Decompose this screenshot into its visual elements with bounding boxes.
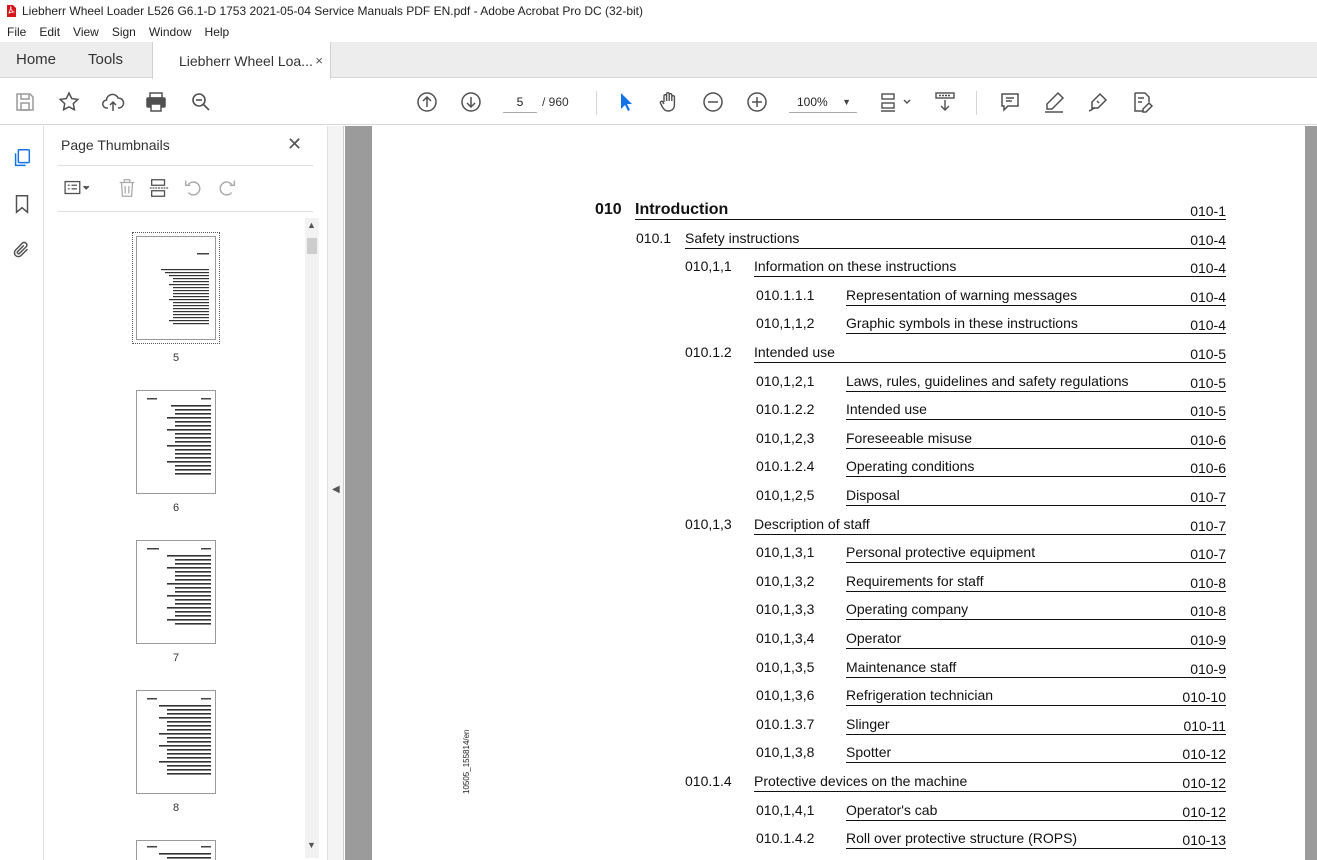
toc-entry-number: 010,1,2,5 bbox=[756, 487, 815, 503]
toc-entry-title: Requirements for staff bbox=[846, 573, 984, 589]
toc-entry-page: 010-5 bbox=[1190, 403, 1226, 419]
toc-entry-page: 010-6 bbox=[1190, 460, 1226, 476]
toc-entry[interactable] bbox=[756, 656, 1226, 678]
toc-entry[interactable] bbox=[685, 341, 1226, 363]
page-thumbnail-5[interactable] bbox=[136, 236, 216, 340]
toc-entry-number: 010.1.2 bbox=[685, 344, 732, 360]
menu-sign[interactable]: Sign bbox=[111, 25, 136, 39]
toc-entry-number: 010.1.2.2 bbox=[756, 401, 815, 417]
toc-entry-rule bbox=[846, 305, 1226, 306]
toc-entry-rule bbox=[846, 705, 1226, 706]
toc-entry-rule bbox=[846, 820, 1226, 821]
document-view[interactable] bbox=[345, 126, 1317, 860]
document-scrollbar[interactable] bbox=[1305, 126, 1317, 860]
toc-entry-title: Operator bbox=[846, 630, 902, 646]
toc-entry-page: 010-9 bbox=[1190, 632, 1226, 648]
panel-close-icon[interactable]: ✕ bbox=[287, 134, 303, 154]
toc-entry-number: 010.1.3.7 bbox=[756, 716, 815, 732]
toc-entry-number: 010,1,3 bbox=[685, 516, 732, 532]
toc-entry-rule bbox=[846, 419, 1226, 420]
toc-entry-title: Introduction bbox=[635, 201, 729, 218]
toc-entry-title: Intended use bbox=[846, 401, 927, 417]
left-navigation-rail bbox=[0, 126, 44, 860]
toc-entry[interactable] bbox=[595, 198, 1226, 220]
toc-entry-rule bbox=[754, 276, 1226, 277]
main-toolbar bbox=[0, 79, 1317, 125]
toc-entry-title: Laws, rules, guidelines and safety regulations bbox=[846, 373, 1129, 389]
delete-page-icon[interactable] bbox=[115, 176, 139, 200]
panel-divider bbox=[58, 165, 313, 166]
toc-entry-page: 010-13 bbox=[1182, 832, 1226, 848]
collapse-panel-icon[interactable]: ◀ bbox=[332, 484, 340, 495]
toc-entry-number: 010,1,2,1 bbox=[756, 373, 815, 389]
tab-bar bbox=[0, 42, 1317, 78]
toc-entry-page: 010-1 bbox=[1190, 203, 1226, 219]
page-thumbnails-panel bbox=[44, 126, 328, 860]
tab-document[interactable] bbox=[152, 42, 331, 79]
tab-document-label: Liebherr Wheel Loa... bbox=[179, 52, 313, 69]
thumbnail-page-number: 6 bbox=[172, 502, 180, 514]
toc-entry-rule bbox=[846, 476, 1226, 477]
toc-entry-title: Safety instructions bbox=[685, 230, 800, 246]
toc-entry-title: Operator's cab bbox=[846, 802, 938, 818]
toc-entry-rule bbox=[754, 534, 1226, 535]
panel-divider bbox=[58, 211, 313, 212]
toc-entry[interactable] bbox=[756, 455, 1226, 477]
toc-entry-page: 010-10 bbox=[1182, 689, 1226, 705]
toc-entry-page: 010-4 bbox=[1190, 260, 1226, 276]
toc-entry[interactable] bbox=[685, 513, 1226, 535]
toc-entry-rule bbox=[846, 562, 1226, 563]
toc-entry-number: 010,1,3,6 bbox=[756, 687, 815, 703]
toc-entry[interactable] bbox=[756, 284, 1226, 306]
save-icon[interactable] bbox=[12, 89, 38, 115]
toc-entry-rule bbox=[846, 619, 1226, 620]
toc-entry-title: Spotter bbox=[846, 744, 892, 760]
previous-page-icon[interactable] bbox=[414, 89, 440, 115]
toolbar-divider bbox=[976, 91, 977, 115]
acrobat-pdf-icon bbox=[6, 5, 16, 17]
toc-entry-number: 010,1,4,1 bbox=[756, 802, 815, 818]
toc-entry-rule bbox=[846, 848, 1226, 849]
rotate-ccw-icon[interactable] bbox=[181, 176, 205, 200]
toc-entry-number: 010.1.4 bbox=[685, 773, 732, 789]
rotate-cw-icon[interactable] bbox=[215, 176, 239, 200]
page-thumbnail-9[interactable] bbox=[136, 840, 216, 860]
toc-entry-title: Foreseeable misuse bbox=[846, 430, 973, 446]
page-number-input[interactable]: 5 bbox=[503, 91, 537, 113]
toc-entry-title: Slinger bbox=[846, 716, 890, 732]
toc-entry[interactable] bbox=[756, 541, 1226, 563]
toc-entry-page: 010-7 bbox=[1190, 546, 1226, 562]
toc-entry-page: 010-5 bbox=[1190, 375, 1226, 391]
toolbar-divider bbox=[596, 91, 597, 115]
options-menu-icon[interactable] bbox=[60, 176, 94, 200]
scroll-mode-icon[interactable] bbox=[932, 89, 958, 115]
toc-entry-rule bbox=[846, 677, 1226, 678]
sign-pen-icon[interactable] bbox=[1085, 89, 1111, 115]
next-page-icon[interactable] bbox=[458, 89, 484, 115]
thumbnail-page-preview bbox=[157, 251, 211, 329]
pdf-page bbox=[372, 126, 1305, 860]
toc-entry-number: 010.1.4.2 bbox=[756, 830, 815, 846]
toc-entry-rule bbox=[754, 791, 1226, 792]
toc-entry-number: 010,1,3,1 bbox=[756, 544, 815, 560]
toc-entry-page: 010-4 bbox=[1190, 317, 1226, 333]
toc-entry[interactable] bbox=[756, 370, 1226, 392]
toc-entry-page: 010-9 bbox=[1190, 661, 1226, 677]
toc-entry[interactable] bbox=[756, 570, 1226, 592]
toc-entry-number: 010.1.1.1 bbox=[756, 287, 815, 303]
toc-entry-number: 010,1,3,3 bbox=[756, 601, 815, 617]
toc-entry-page: 010-7 bbox=[1190, 489, 1226, 505]
toc-entry[interactable] bbox=[756, 598, 1226, 620]
zoom-level-value: 100% bbox=[797, 95, 828, 109]
toc-entry-number: 010 bbox=[595, 201, 622, 218]
search-icon[interactable] bbox=[188, 89, 214, 115]
scroll-down-icon[interactable]: ▼ bbox=[307, 840, 316, 850]
tab-home[interactable]: Home bbox=[16, 51, 57, 68]
zoom-in-icon[interactable] bbox=[744, 89, 770, 115]
toc-entry-number: 010.1 bbox=[636, 230, 672, 246]
title-bar bbox=[0, 0, 1317, 22]
page-total: / 960 bbox=[542, 95, 569, 109]
menu-file[interactable]: File bbox=[7, 25, 27, 39]
attachments-icon[interactable] bbox=[10, 238, 34, 262]
menu-help[interactable]: Help bbox=[204, 25, 230, 39]
toc-entry[interactable] bbox=[756, 398, 1226, 420]
toc-entry-title: Refrigeration technician bbox=[846, 687, 994, 703]
scroll-up-icon[interactable]: ▲ bbox=[307, 220, 316, 230]
comment-icon[interactable] bbox=[997, 89, 1023, 115]
thumbnail-page-number: 7 bbox=[172, 652, 180, 664]
toc-entry-page: 010-4 bbox=[1190, 232, 1226, 248]
upload-cloud-icon[interactable] bbox=[100, 89, 126, 115]
toc-entry-page: 010-12 bbox=[1182, 804, 1226, 820]
toc-entry-rule bbox=[754, 362, 1226, 363]
panel-toolbar bbox=[58, 174, 313, 202]
toc-entry-page: 010-5 bbox=[1190, 346, 1226, 362]
thumbnail-page-preview bbox=[145, 697, 213, 787]
zoom-out-icon[interactable] bbox=[700, 89, 726, 115]
toc-entry-title: Disposal bbox=[846, 487, 900, 503]
window-title: Liebherr Wheel Loader L526 G6.1-D 1753 2021-05-04 Service Manuals PDF EN.pdf - Adobe Acrobat Pro DC (32-bit) bbox=[22, 4, 643, 18]
zoom-level-dropdown[interactable] bbox=[789, 91, 857, 113]
highlight-pen-icon[interactable] bbox=[1041, 89, 1067, 115]
tab-close-icon[interactable]: × bbox=[315, 53, 323, 68]
toc-entry-number: 010,1,1,2 bbox=[756, 315, 815, 331]
menu-edit[interactable]: Edit bbox=[39, 25, 61, 39]
hand-tool-icon[interactable] bbox=[656, 89, 682, 115]
toc-entry-title: Personal protective equipment bbox=[846, 544, 1036, 560]
thumbnail-page-preview bbox=[145, 397, 213, 487]
toc-entry-page: 010-11 bbox=[1183, 718, 1226, 734]
thumbnail-scrollbar[interactable] bbox=[305, 218, 319, 858]
thumbnail-list bbox=[58, 218, 303, 860]
toc-entry[interactable] bbox=[685, 255, 1226, 277]
bookmark-star-icon[interactable] bbox=[56, 89, 82, 115]
thumbnail-page-preview bbox=[145, 845, 213, 860]
toc-entry[interactable] bbox=[756, 427, 1226, 449]
toc-entry[interactable] bbox=[756, 799, 1226, 821]
thumbnail-page-preview bbox=[145, 547, 213, 637]
menu-view[interactable]: View bbox=[73, 25, 99, 39]
toc-entry-page: 010-12 bbox=[1182, 775, 1226, 791]
select-cursor-icon[interactable] bbox=[612, 89, 638, 115]
page-fit-icon[interactable] bbox=[878, 89, 912, 115]
toc-entry-title: Graphic symbols in these instructions bbox=[846, 315, 1078, 331]
toc-entry-number: 010,1,3,5 bbox=[756, 659, 815, 675]
print-icon[interactable] bbox=[143, 89, 169, 115]
toc-entry[interactable] bbox=[756, 827, 1226, 849]
insert-page-icon[interactable] bbox=[147, 176, 171, 200]
toc-entry[interactable] bbox=[756, 627, 1226, 649]
toc-entry-page: 010-6 bbox=[1190, 432, 1226, 448]
chevron-down-icon: ▼ bbox=[842, 97, 851, 107]
page-thumbnail-7[interactable] bbox=[136, 540, 216, 644]
toc-entry-number: 010,1,3,8 bbox=[756, 744, 815, 760]
table-of-contents bbox=[372, 126, 1305, 860]
toc-entry-rule bbox=[846, 734, 1226, 735]
panel-title: Page Thumbnails bbox=[61, 137, 170, 153]
toc-entry-rule bbox=[635, 219, 1226, 220]
toc-entry-title: Operating conditions bbox=[846, 458, 975, 474]
bookmarks-icon[interactable] bbox=[10, 192, 34, 216]
toc-entry[interactable] bbox=[756, 484, 1226, 506]
toc-entry-rule bbox=[846, 448, 1226, 449]
toc-entry-number: 010,1,2,3 bbox=[756, 430, 815, 446]
toc-entry-page: 010-4 bbox=[1190, 289, 1226, 305]
toc-entry-title: Maintenance staff bbox=[846, 659, 957, 675]
toc-entry-rule bbox=[846, 648, 1226, 649]
toc-entry-title: Roll over protective structure (ROPS) bbox=[846, 830, 1078, 846]
toc-entry-page: 010-12 bbox=[1182, 746, 1226, 762]
toc-entry-rule bbox=[846, 333, 1226, 334]
toc-entry-page: 010-7 bbox=[1190, 518, 1226, 534]
toc-entry[interactable] bbox=[756, 684, 1226, 706]
panel-splitter[interactable] bbox=[328, 126, 344, 860]
toc-entry[interactable] bbox=[756, 741, 1226, 763]
toc-entry-rule bbox=[846, 591, 1226, 592]
toc-entry-title: Information on these instructions bbox=[754, 258, 957, 274]
tab-tools[interactable]: Tools bbox=[88, 51, 124, 68]
toc-entry-rule bbox=[846, 391, 1226, 392]
toc-entry[interactable] bbox=[756, 312, 1226, 334]
toc-entry-title: Representation of warning messages bbox=[846, 287, 1078, 303]
toc-entry-number: 010,1,1 bbox=[685, 258, 732, 274]
thumbnail-page-number: 8 bbox=[172, 802, 180, 814]
scrollbar-thumb[interactable] bbox=[307, 238, 317, 254]
toc-entry-rule bbox=[846, 505, 1226, 506]
toc-entry-title: Intended use bbox=[754, 344, 835, 360]
toc-entry-rule bbox=[685, 248, 1226, 249]
page-thumbnail-6[interactable] bbox=[136, 390, 216, 494]
toc-entry-title: Operating company bbox=[846, 601, 969, 617]
toc-entry-number: 010,1,3,4 bbox=[756, 630, 815, 646]
toc-entry-number: 010,1,3,2 bbox=[756, 573, 815, 589]
menu-bar bbox=[0, 22, 1317, 42]
fill-sign-icon[interactable] bbox=[1129, 89, 1155, 115]
toc-entry[interactable] bbox=[636, 227, 1226, 249]
toc-entry[interactable] bbox=[756, 713, 1226, 735]
menu-window[interactable]: Window bbox=[148, 25, 192, 39]
toc-entry-title: Protective devices on the machine bbox=[754, 773, 968, 789]
toc-entry-number: 010.1.2.4 bbox=[756, 458, 815, 474]
toc-entry-page: 010-8 bbox=[1190, 603, 1226, 619]
toc-entry-title: Description of staff bbox=[754, 516, 870, 532]
toc-entry-page: 010-8 bbox=[1190, 575, 1226, 591]
toc-entry-rule bbox=[846, 762, 1226, 763]
page-thumbnails-icon[interactable] bbox=[10, 146, 34, 170]
page-thumbnail-8[interactable] bbox=[136, 690, 216, 794]
toc-entry[interactable] bbox=[685, 770, 1226, 792]
thumbnail-page-number: 5 bbox=[172, 352, 180, 364]
page-side-code: 10505_155814/en bbox=[462, 729, 471, 794]
